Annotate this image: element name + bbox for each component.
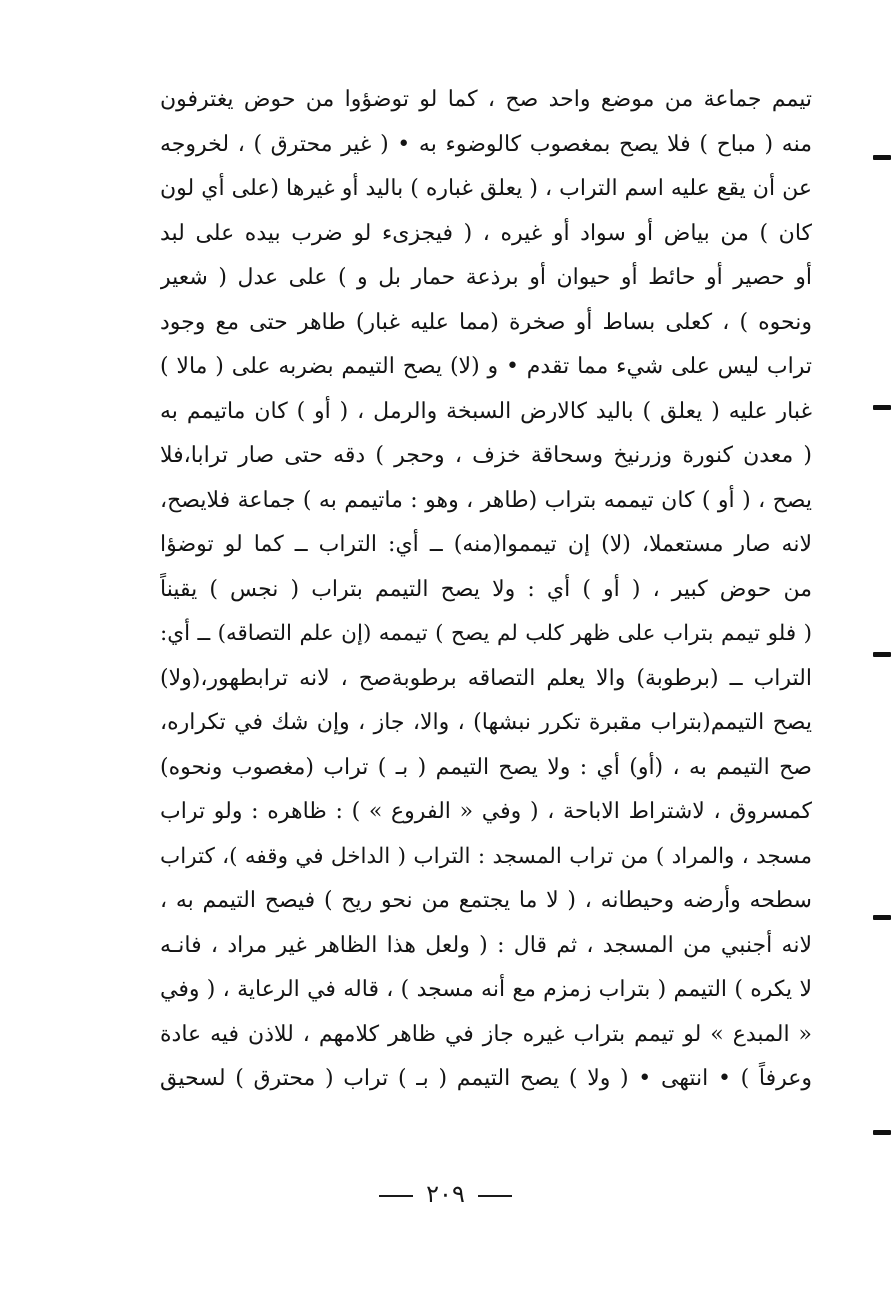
margin-tick-mark (873, 1130, 891, 1135)
folio-dash-left (379, 1195, 413, 1197)
text-line: كان ) من بياض أو سواد أو غيره ، ( فيجزىء لو ضرب بيده على لبد (160, 220, 812, 246)
text-line: لانه أجنبي من المسجد ، ثم قال : ( ولعل هذا الظاهر غير مراد ، فانـه (160, 932, 812, 958)
text-line: أو حصير أو حائط أو حيوان أو برذعة حمار بل و ) على عدل ( شعير (160, 265, 812, 290)
text-line: التراب ــ (برطوبة) والا يعلم التصاقه برطوبةصح ، لانه ترابطهور،(ولا) (160, 665, 812, 691)
margin-tick-mark (873, 405, 891, 410)
text-line: يصح ، ( أو ) كان تيممه بتراب (طاهر ، وهو : ماتيمم به ) جماعة فلايصح، (160, 487, 812, 513)
text-line: لانه صار مستعملا، (لا) إن تيمموا(منه) ــ أي: التراب ــ كما لو توضؤا (160, 532, 812, 557)
text-line: عن أن يقع عليه اسم التراب ، ( يعلق غباره ) باليد أو غيرها (على أي لون (160, 176, 812, 201)
text-line: تراب ليس على شيء مما تقدم • و (لا) يصح التيمم بضربه على ( مالا ) (160, 354, 812, 379)
page-number: ٢٠٩ (426, 1180, 465, 1208)
text-line: لا يكره ) التيمم ( بتراب زمزم مع أنه مسجد ) ، قاله في الرعاية ، ( وفي (160, 977, 812, 1002)
text-line: كمسروق ، لاشتراط الاباحة ، ( وفي « الفروع » ) : ظاهره : ولو تراب (160, 799, 812, 824)
text-line: من حوض كبير ، ( أو ) أي : ولا يصح التيمم بتراب ( نجس ) يقيناً (160, 576, 812, 602)
text-line: منه ( مباح ) فلا يصح بمغصوب كالوضوء به • ( غير محترق ) ، لخروجه (160, 131, 812, 157)
text-line: صح التيمم به ، (أو) أي : ولا يصح التيمم ( بـ ) تراب (مغصوب ونحوه) (160, 754, 812, 780)
text-line: ( فلو تيمم بتراب على ظهر كلب لم يصح ) تيممه (إن علم التصاقه) ــ أي: (160, 621, 812, 646)
body-text (160, 78, 812, 1102)
page-number-footer (0, 1174, 891, 1214)
text-line: تيمم جماعة من موضع واحد صح ، كما لو توضؤوا من حوض يغترفون (160, 87, 812, 112)
margin-tick-mark (873, 915, 891, 920)
text-line: غبار عليه ( يعلق ) باليد كالارض السبخة والرمل ، ( أو ) كان ماتيمم به (160, 398, 812, 424)
text-line: سطحه وأرضه وحيطانه ، ( لا ما يجتمع من نحو ريح ) فيصح التيمم به ، (160, 888, 812, 913)
text-line: مسجد ، والمراد ) من تراب المسجد : التراب ( الداخل في وقفه )، كتراب (160, 843, 812, 869)
text-line: « المبدع » لو تيمم بتراب غيره جاز في ظاهر كلامهم ، للاذن فيه عادة (160, 1021, 812, 1047)
text-line: ( معدن كنورة وزرنيخ وسحاقة خزف ، وحجر ) دقه حتى صار ترابا،فلا (160, 443, 812, 468)
margin-tick-mark (873, 652, 891, 657)
text-line: وعرفاً ) • انتهى • ( ولا ) يصح التيمم ( بـ ) تراب ( محترق ) لسحيق (160, 1066, 812, 1091)
margin-tick-mark (873, 155, 891, 160)
text-line: ونحوه ) ، كعلى بساط أو صخرة (مما عليه غبار) طاهر حتى مع وجود (160, 309, 812, 335)
text-line: يصح التيمم(بتراب مقبرة تكرر نبشها) ، والا، جاز ، وإن شك في تكراره، (160, 710, 812, 735)
folio-dash-right (478, 1195, 512, 1197)
